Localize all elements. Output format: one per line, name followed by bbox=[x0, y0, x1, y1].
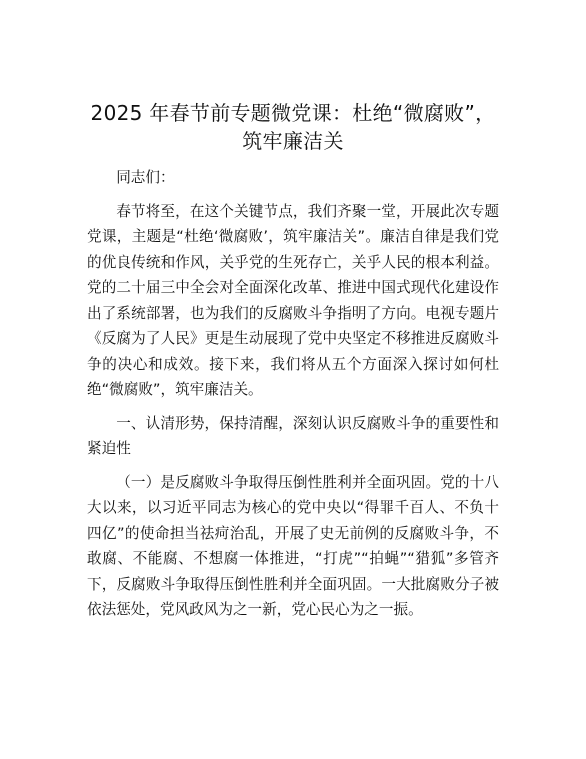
section-heading-1: 一、认清形势，保持清醒，深刻认识反腐败斗争的重要性和紧迫性 bbox=[87, 414, 499, 457]
title-line-2: 筑牢廉洁关 bbox=[242, 129, 344, 153]
document-title bbox=[80, 99, 506, 155]
paragraph-section-1-1: （一）是反腐败斗争取得压倒性胜利并全面巩固。党的十八大以来，以习近平同志为核心的党中央以“得罪千百人、不负十四亿”的使命担当祛疴治乱，开展了史无前例的反腐败斗争，不敢腐、不能腐、不想腐一体推进，“打虎”“拍蝇”“猎狐”多管齐下，反腐败斗争取得压倒性胜利并全面巩固。一大批腐败分子被依法惩处，党风政风为之一新，党心民心为之一振。 bbox=[87, 473, 499, 618]
title-line-1: 2025 年春节前专题微党课：杜绝“微腐败”， bbox=[90, 101, 496, 125]
paragraph-intro: 春节将至，在这个关键节点，我们齐聚一堂，开展此次专题党课，主题是“杜绝‘微腐败’，筑牢廉洁关”。廉洁自律是我们党的优良传统和作风，关乎党的生死存亡，关乎人民的根本利益。党的二十届三中全会对全面深化改革、推进中国式现代化建设作出了系统部署，也为我们的反腐败斗争指明了方向。电视专题片《反腐为了人民》更是生动展现了党中央坚定不移推进反腐败斗争的决心和成效。接下来，我们将从五个方面深入探讨如何杜绝“微腐败”，筑牢廉洁关。 bbox=[87, 202, 499, 398]
salutation: 同志们： bbox=[116, 169, 175, 186]
document-body bbox=[87, 165, 499, 623]
